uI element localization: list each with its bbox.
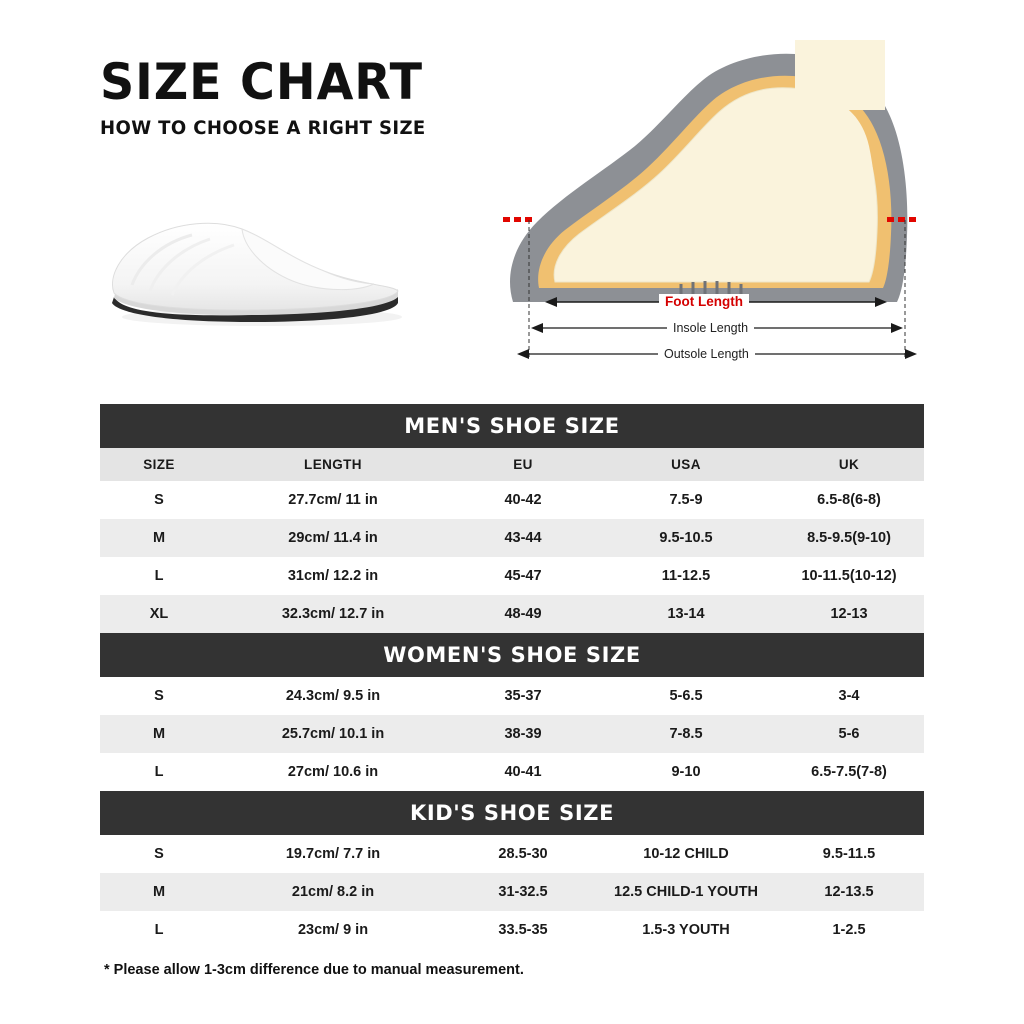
table-row xyxy=(100,715,924,753)
cell-uk: 12-13 xyxy=(774,595,924,633)
slipper-icon xyxy=(92,205,422,335)
cell-length: 21cm/ 8.2 in xyxy=(218,873,448,911)
cell-size: L xyxy=(100,557,218,595)
header xyxy=(100,53,520,139)
cell-uk: 6.5-7.5(7-8) xyxy=(774,753,924,791)
cell-usa: 7.5-9 xyxy=(598,481,774,519)
table-row xyxy=(100,677,924,715)
foot-length-label: Foot Length xyxy=(659,294,749,309)
table-row xyxy=(100,911,924,949)
cell-size: M xyxy=(100,519,218,557)
cell-eu: 35-37 xyxy=(448,677,598,715)
cell-length: 24.3cm/ 9.5 in xyxy=(218,677,448,715)
cell-eu: 43-44 xyxy=(448,519,598,557)
column-header-size: SIZE xyxy=(100,448,218,481)
size-table xyxy=(100,404,924,949)
cell-length: 19.7cm/ 7.7 in xyxy=(218,835,448,873)
cell-usa: 9-10 xyxy=(598,753,774,791)
table-row xyxy=(100,873,924,911)
cell-size: M xyxy=(100,873,218,911)
table-row xyxy=(100,519,924,557)
page-subtitle: HOW TO CHOOSE A RIGHT SIZE xyxy=(100,116,426,139)
column-header-uk: UK xyxy=(774,448,924,481)
cell-uk: 10-11.5(10-12) xyxy=(774,557,924,595)
cell-length: 27cm/ 10.6 in xyxy=(218,753,448,791)
cell-usa: 12.5 CHILD-1 YOUTH xyxy=(598,873,774,911)
cell-usa: 13-14 xyxy=(598,595,774,633)
cell-usa: 5-6.5 xyxy=(598,677,774,715)
column-header-length: LENGTH xyxy=(218,448,448,481)
cell-eu: 48-49 xyxy=(448,595,598,633)
page-title: SIZE CHART xyxy=(100,53,424,111)
column-header-eu: EU xyxy=(448,448,598,481)
column-header-row-mens xyxy=(100,448,924,481)
section-header-womens xyxy=(100,633,924,677)
cell-length: 25.7cm/ 10.1 in xyxy=(218,715,448,753)
cell-size: L xyxy=(100,911,218,949)
cell-eu: 28.5-30 xyxy=(448,835,598,873)
table-row xyxy=(100,753,924,791)
cell-length: 32.3cm/ 12.7 in xyxy=(218,595,448,633)
cell-uk: 1-2.5 xyxy=(774,911,924,949)
cell-uk: 8.5-9.5(9-10) xyxy=(774,519,924,557)
cell-usa: 9.5-10.5 xyxy=(598,519,774,557)
cell-eu: 38-39 xyxy=(448,715,598,753)
cell-eu: 40-41 xyxy=(448,753,598,791)
cell-size: S xyxy=(100,481,218,519)
foot-measurement-diagram xyxy=(495,40,945,370)
section-header-mens xyxy=(100,404,924,448)
table-row xyxy=(100,481,924,519)
section-title: WOMEN'S SHOE SIZE xyxy=(100,633,924,677)
cell-uk: 6.5-8(6-8) xyxy=(774,481,924,519)
cell-length: 31cm/ 12.2 in xyxy=(218,557,448,595)
insole-length-label: Insole Length xyxy=(667,321,754,335)
cell-uk: 5-6 xyxy=(774,715,924,753)
measurement-footnote: * Please allow 1-3cm difference due to manual measurement. xyxy=(104,962,524,978)
table-row xyxy=(100,835,924,873)
cell-usa: 7-8.5 xyxy=(598,715,774,753)
cell-usa: 10-12 CHILD xyxy=(598,835,774,873)
cell-eu: 31-32.5 xyxy=(448,873,598,911)
cell-length: 27.7cm/ 11 in xyxy=(218,481,448,519)
cell-size: S xyxy=(100,677,218,715)
cell-uk: 9.5-11.5 xyxy=(774,835,924,873)
cell-length: 29cm/ 11.4 in xyxy=(218,519,448,557)
cell-eu: 40-42 xyxy=(448,481,598,519)
cell-usa: 11-12.5 xyxy=(598,557,774,595)
cell-uk: 3-4 xyxy=(774,677,924,715)
cell-eu: 45-47 xyxy=(448,557,598,595)
section-header-kids xyxy=(100,791,924,835)
cell-size: S xyxy=(100,835,218,873)
cell-size: L xyxy=(100,753,218,791)
table-row xyxy=(100,595,924,633)
table-row xyxy=(100,557,924,595)
cell-length: 23cm/ 9 in xyxy=(218,911,448,949)
cell-eu: 33.5-35 xyxy=(448,911,598,949)
section-title: MEN'S SHOE SIZE xyxy=(100,404,924,448)
cell-size: XL xyxy=(100,595,218,633)
column-header-usa: USA xyxy=(598,448,774,481)
section-title: KID'S SHOE SIZE xyxy=(100,791,924,835)
slipper-illustration xyxy=(92,205,422,335)
outsole-length-label: Outsole Length xyxy=(658,347,755,361)
cell-size: M xyxy=(100,715,218,753)
cell-uk: 12-13.5 xyxy=(774,873,924,911)
cell-usa: 1.5-3 YOUTH xyxy=(598,911,774,949)
